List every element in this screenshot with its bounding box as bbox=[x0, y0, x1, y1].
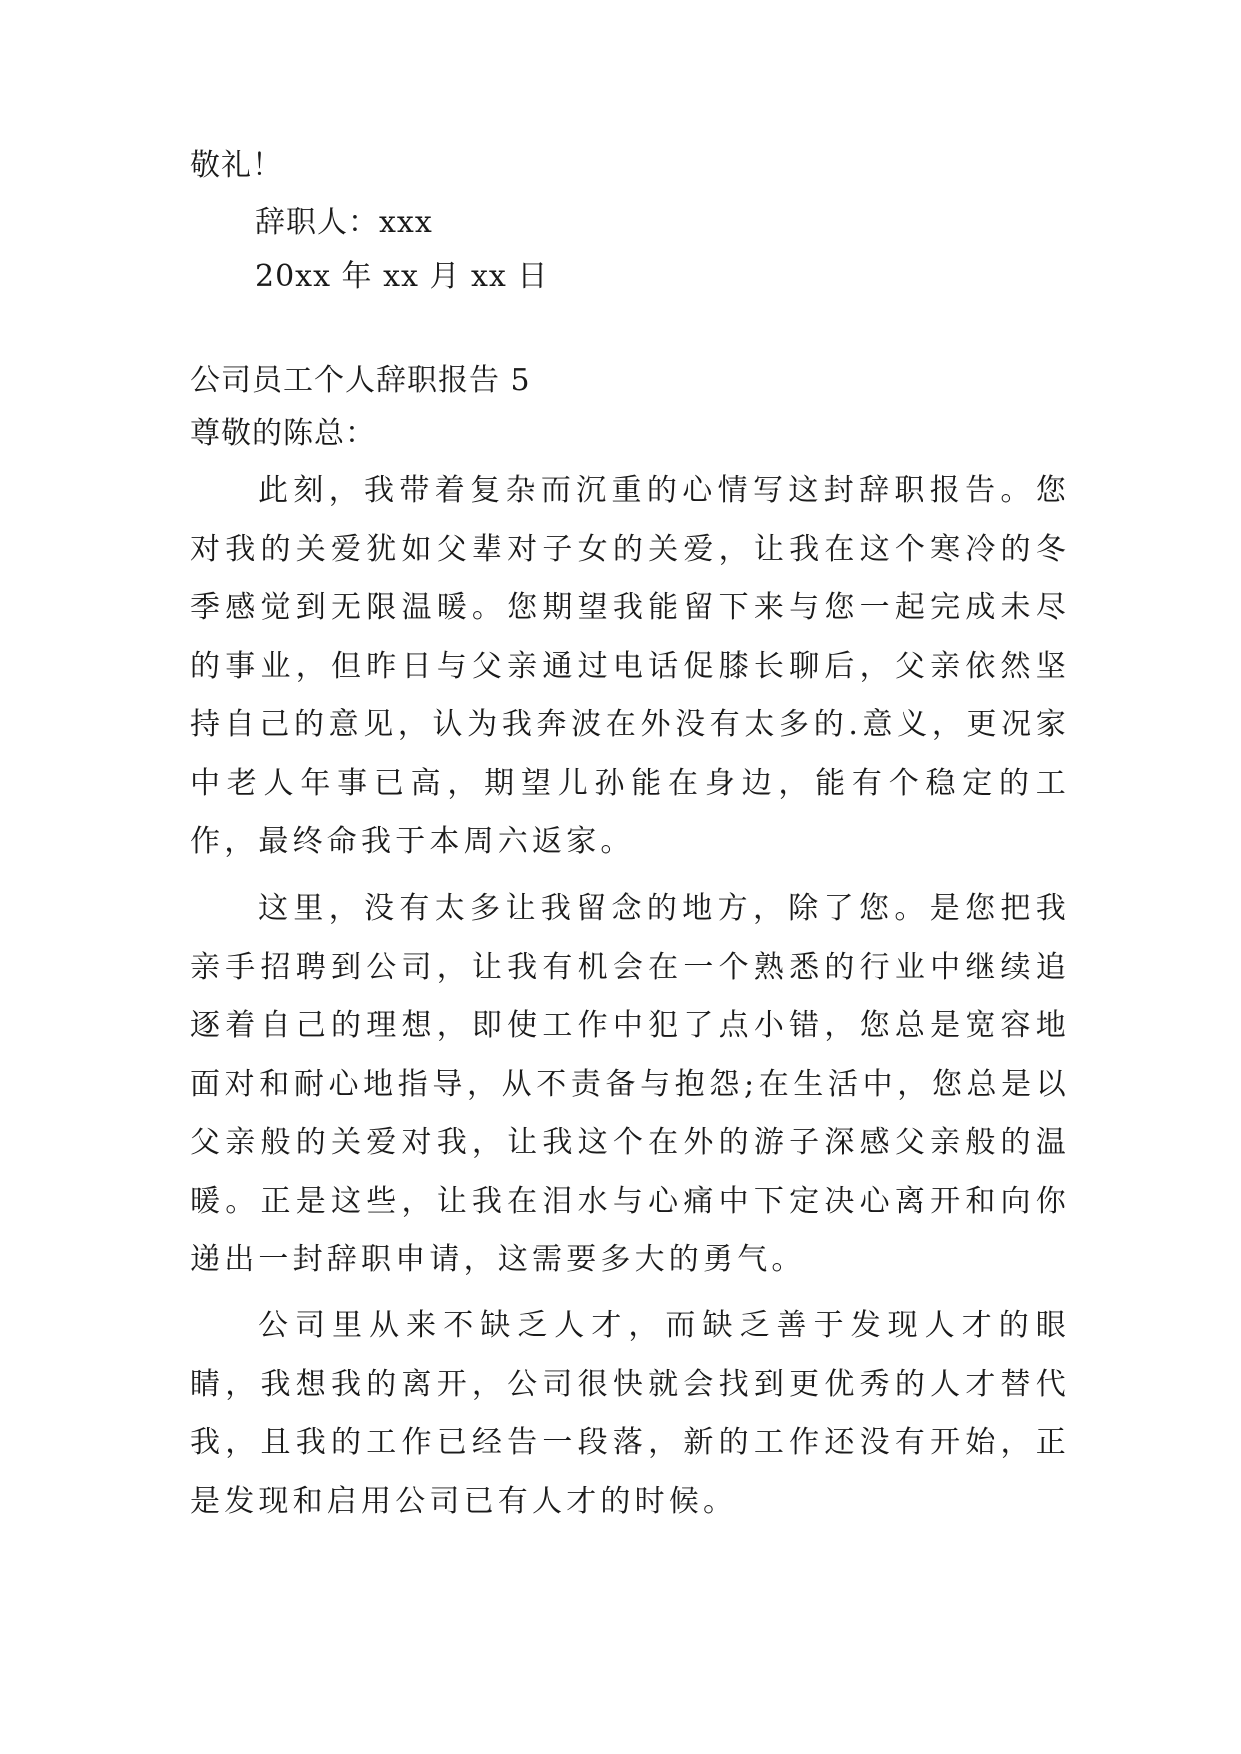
closing-salute: 敬礼！ bbox=[190, 148, 283, 183]
signer-line: 辞职人：xxx bbox=[255, 205, 433, 240]
body-paragraph-2: 这里，没有太多让我留念的地方，除了您。是您把我亲手招聘到公司，让我有机会在一个熟悉的行业中继续追逐着自己的理想，即使工作中犯了点小错，您总是宽容地面对和耐心地指导，从不责备与抱怨;在生活中，您总是以父亲般的关爱对我，让我这个在外的游子深感父亲般的温暖。正是这些，让我在泪水与心痛中下定决心离开和向你递出一封辞职申请，这需要多大的勇气。 bbox=[190, 891, 1070, 1277]
report-title: 公司员工个人辞职报告 5 bbox=[190, 363, 531, 398]
body-paragraph-3: 公司里从来不缺乏人才，而缺乏善于发现人才的眼睛，我想我的离开，公司很快就会找到更优秀的人才替代我，且我的工作已经告一段落，新的工作还没有开始，正是发现和启用公司已有人才的时候。 bbox=[190, 1308, 1070, 1519]
greeting-line: 尊敬的陈总： bbox=[190, 416, 376, 451]
body-paragraph-1: 此刻，我带着复杂而沉重的心情写这封辞职报告。您对我的关爱犹如父辈对子女的关爱，让我在这个寒冷的冬季感觉到无限温暖。您期望我能留下来与您一起完成未尽的事业，但昨日与父亲通过电话促膝长聊后，父亲依然坚持自己的意见，认为我奔波在外没有太多的.意义，更况家中老人年事已高，期望儿孙能在身边，能有个稳定的工作，最终命我于本周六返家。 bbox=[190, 473, 1070, 859]
date-line: 20xx 年 xx 月 xx 日 bbox=[255, 259, 549, 294]
